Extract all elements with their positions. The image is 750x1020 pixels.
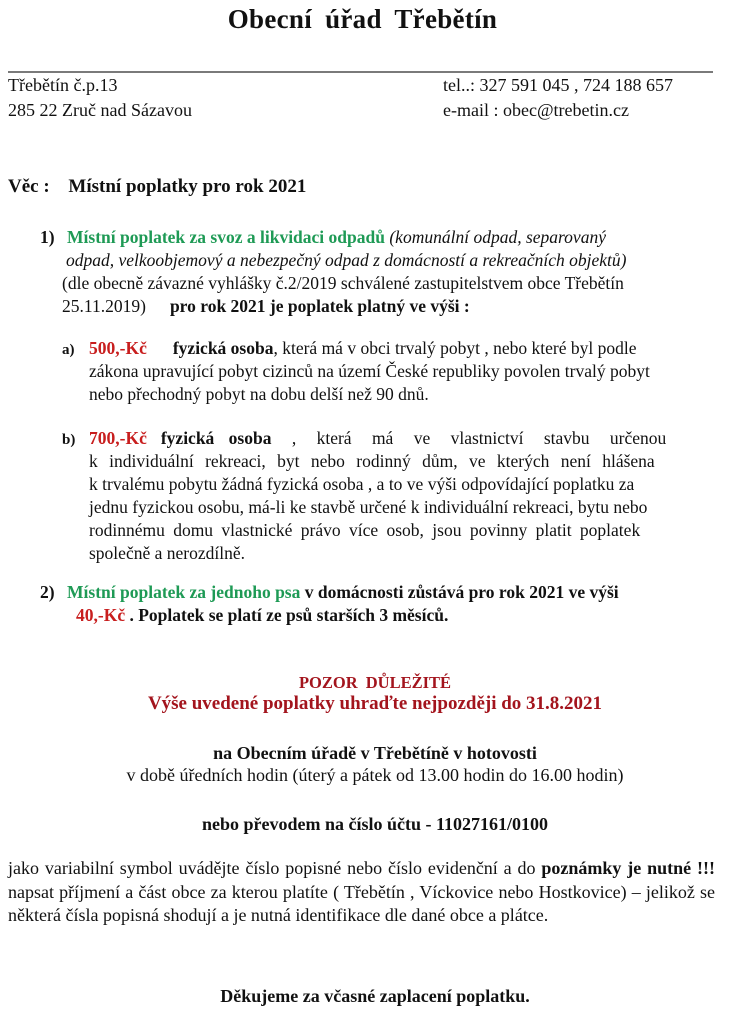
- subject-line: [8, 176, 306, 198]
- payment-deadline: Výše uvedené poplatky uhraďte nejpozději do 31.8.2021: [147, 693, 603, 714]
- section-1-note-1: (komunální odpad, separovaný: [384, 227, 606, 247]
- item-b-text-1: , která má ve vlastnictví stavbu určenou: [271, 428, 667, 448]
- item-a-subject: fyzická osoba: [172, 338, 274, 358]
- payment-instructions: [8, 857, 715, 928]
- section-1-note-2: odpad, velkoobjemový a nebezpečný odpad z domácností a rekreačních objektů): [66, 250, 627, 270]
- section-1-number: 1): [40, 227, 55, 247]
- instructions-text-2: napsat příjmení a část obce za kterou platíte ( Třebětín , Víckovice nebo Hostkovice) – jelikož se některá čísla popisná shodují a je nutná identifikace dle dané obce a plátce.: [8, 881, 715, 925]
- page-title: Obecní úřad Třebětín: [227, 4, 498, 34]
- closing-thanks: Děkujeme za včasné zaplacení poplatku.: [220, 986, 530, 1006]
- section-2-line-1: [40, 581, 619, 604]
- section-1-decree-2: [62, 295, 470, 318]
- item-b-amount: 700,-Kč: [89, 428, 147, 448]
- item-b-line-4: jednu fyzickou osobu, má-li ke stavbě určené k individuální rekreaci, bytu nebo: [89, 497, 648, 517]
- phone-numbers: tel..: 327 591 045 , 724 188 657: [443, 75, 673, 95]
- address-line-1: Třebětín č.p.13: [8, 75, 118, 95]
- email-address: e-mail : obec@trebetin.cz: [443, 100, 629, 120]
- item-b-letter: b): [62, 432, 76, 448]
- instructions-note-required: poznámky je nutné !!!: [541, 858, 715, 878]
- section-1-heading: [40, 226, 606, 249]
- instructions-text-1: jako variabilní symbol uvádějte číslo popisné nebo číslo evidenční a do: [8, 858, 542, 878]
- decree-rate-statement: pro rok 2021 je poplatek platný ve výši :: [169, 296, 470, 316]
- address-line-2: 285 22 Zruč nad Sázavou: [8, 100, 192, 120]
- item-a-amount: 500,-Kč: [89, 338, 147, 358]
- item-b-line-1: [62, 427, 714, 452]
- item-a-letter: a): [62, 342, 75, 358]
- subject-text: Místní poplatky pro rok 2021: [68, 176, 307, 197]
- dog-fee-amount: 40,-Kč: [76, 605, 126, 625]
- item-a-line-1: [62, 337, 714, 362]
- decree-date: 25.11.2019): [62, 296, 146, 316]
- office-hours: v době úředních hodin (úterý a pátek od 13.00 hodin do 16.00 hodin): [126, 765, 624, 785]
- notice-heading: POZOR DŮLEŽITÉ: [298, 673, 452, 692]
- section-1-decree-1: (dle obecně závazné vyhlášky č.2/2019 schválené zastupitelstvem obce Třebětín: [62, 273, 624, 293]
- item-b-line-2: k individuální rekreaci, byt nebo rodinný dům, ve kterých není hlášena: [89, 451, 655, 471]
- section-2-line-2: [76, 604, 448, 627]
- cash-payment-info: na Obecním úřadě v Třebětíně v hotovosti: [213, 743, 537, 763]
- item-a-text-1: , která má v obci trvalý pobyt , nebo které byl podle: [273, 338, 637, 358]
- section-1-title: Místní poplatek za svoz a likvidaci odpadů: [67, 227, 385, 247]
- item-b-line-6: společně a nerozdílně.: [89, 543, 245, 563]
- header-divider: [8, 71, 713, 73]
- section-2-title: Místní poplatek za jednoho psa: [67, 582, 301, 602]
- item-b-line-3: k trvalému pobytu žádná fyzická osoba , a to ve výši odpovídající poplatku za: [89, 474, 635, 494]
- subject-label: Věc :: [8, 176, 50, 197]
- bank-transfer-info: nebo převodem na číslo účtu - 11027161/0100: [201, 814, 548, 834]
- item-b-subject: fyzická osoba: [160, 428, 272, 448]
- section-2-text-1: v domácnosti zůstává pro rok 2021 ve výši: [300, 582, 619, 602]
- item-a-line-3: nebo přechodný pobyt na dobu delší než 90 dnů.: [89, 384, 429, 404]
- section-2-number: 2): [40, 582, 55, 602]
- item-b-line-5: rodinnému domu vlastnické právo více osob, jsou povinny platit poplatek: [89, 520, 641, 540]
- section-2-text-2: . Poplatek se platí ze psů starších 3 měsíců.: [125, 605, 449, 625]
- item-a-line-2: zákona upravující pobyt cizinců na území České republiky povolen trvalý pobyt: [89, 361, 650, 381]
